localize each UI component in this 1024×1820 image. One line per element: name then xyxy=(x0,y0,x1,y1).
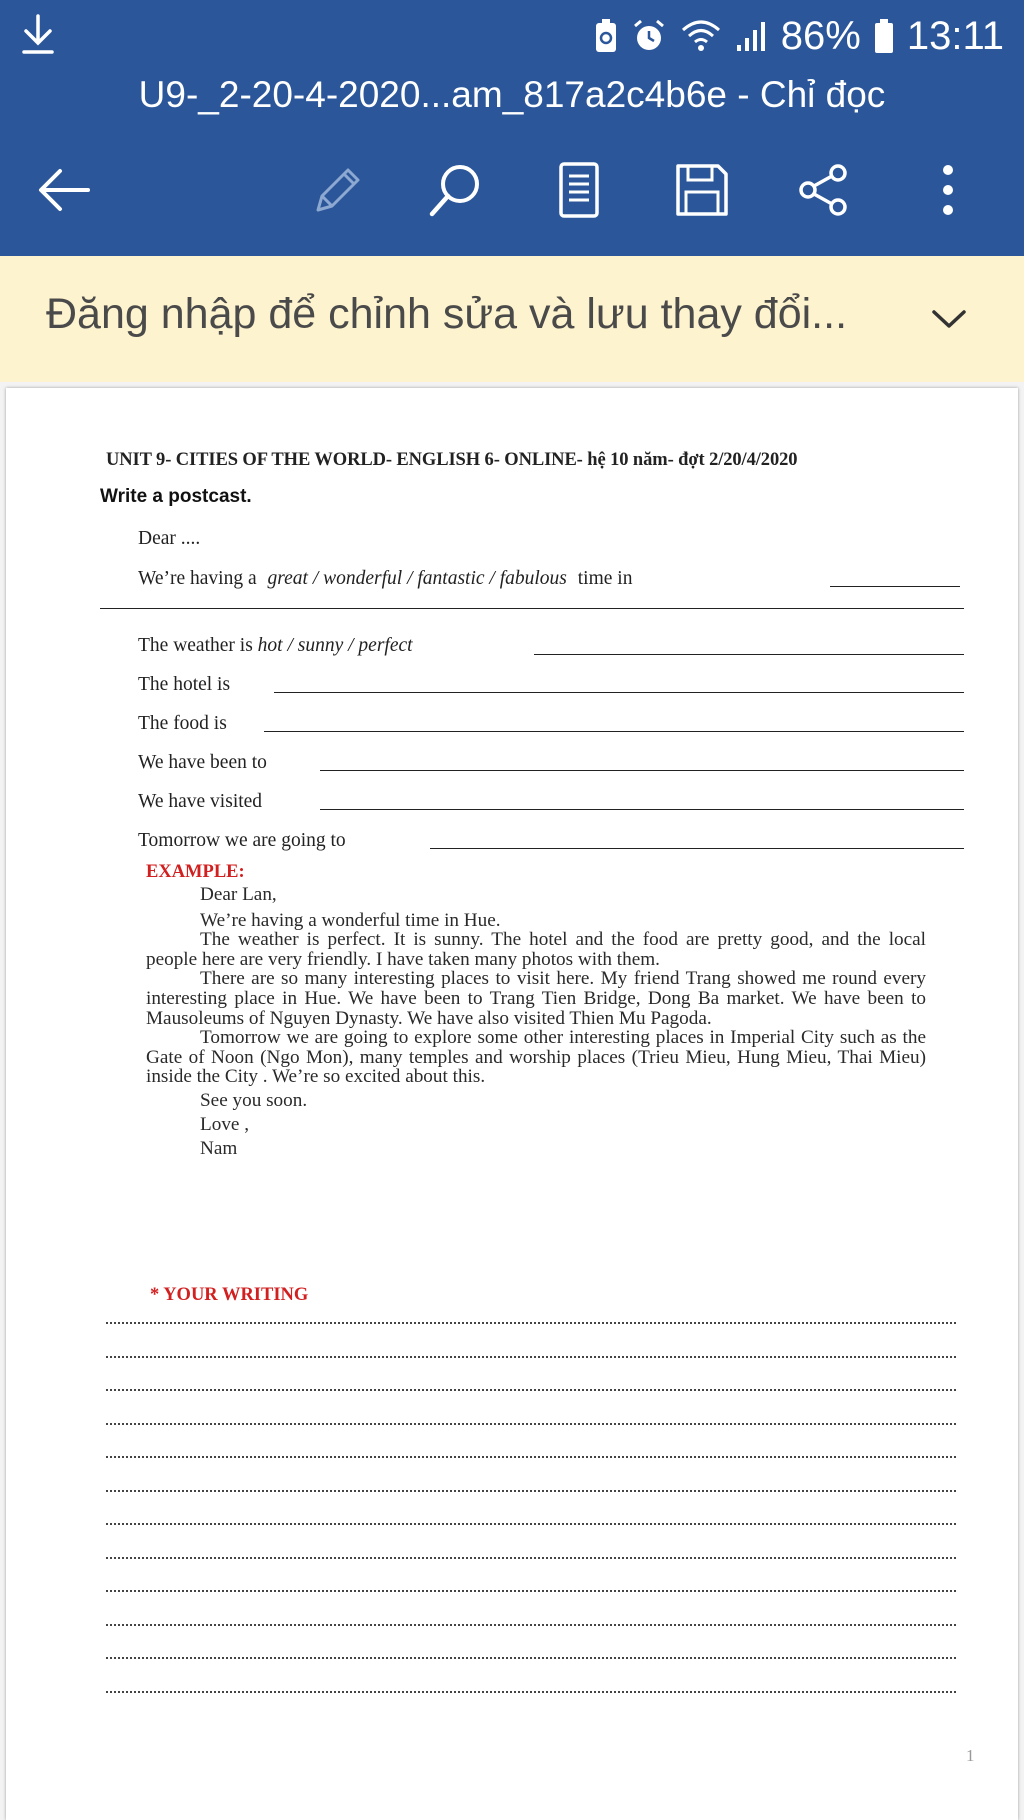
expand-banner-button[interactable] xyxy=(922,292,976,346)
battery-icon xyxy=(873,17,895,55)
signal-icon xyxy=(735,19,769,53)
template-weather-line xyxy=(138,635,413,657)
blank-line xyxy=(264,731,964,732)
example-letter xyxy=(146,885,926,1161)
share-icon xyxy=(796,162,852,218)
status-bar xyxy=(593,8,1004,64)
your-writing-label: * YOUR WRITING xyxy=(150,1285,309,1305)
sign-in-message: Đăng nhập để chỉnh sửa và lưu thay đổi... xyxy=(46,290,848,338)
blank-line xyxy=(534,654,964,655)
template-having-prefix: We’re having a xyxy=(138,568,257,589)
reading-view-button[interactable] xyxy=(539,150,619,230)
dotted-line xyxy=(106,1389,956,1391)
blank-line xyxy=(430,848,964,849)
template-having-options: great / wonderful / fantastic / fabulous xyxy=(267,568,567,589)
document-page xyxy=(6,388,1018,1820)
template-tomorrow: Tomorrow we are going to xyxy=(138,830,346,851)
back-button[interactable] xyxy=(24,150,104,230)
document-heading: UNIT 9- CITIES OF THE WORLD- ENGLISH 6- ONLINE- hệ 10 năm- đợt 2/20/4/2020 xyxy=(106,450,798,470)
example-label: EXAMPLE: xyxy=(146,862,245,882)
page-number: 1 xyxy=(966,1746,975,1765)
template-visited: We have visited xyxy=(138,791,263,812)
example-signature: Nam xyxy=(200,1137,238,1159)
alarm-icon xyxy=(631,18,667,54)
example-paragraph: We’re having a wonderful time in Hue. xyxy=(200,909,501,931)
document-viewer[interactable] xyxy=(0,382,1024,1820)
template-having-line xyxy=(138,568,632,590)
template-having-suffix: time in xyxy=(577,568,633,589)
dotted-line xyxy=(106,1456,956,1458)
template-weather-options: hot / sunny / perfect xyxy=(257,635,413,656)
dotted-line xyxy=(106,1356,956,1358)
example-see-you: See you soon. xyxy=(200,1089,308,1111)
back-icon xyxy=(36,165,92,215)
toolbar xyxy=(0,150,1024,230)
share-button[interactable] xyxy=(784,150,864,230)
blank-line xyxy=(100,608,964,609)
app-bar xyxy=(0,0,1024,256)
more-options-button[interactable] xyxy=(908,150,988,230)
dotted-line xyxy=(106,1657,956,1659)
template-food: The food is xyxy=(138,713,227,734)
document-subheading: Write a postcast. xyxy=(100,486,252,507)
dotted-line xyxy=(106,1624,956,1626)
edit-icon xyxy=(308,162,364,218)
search-icon xyxy=(426,160,486,220)
example-love: Love , xyxy=(200,1113,250,1135)
template-weather-prefix: The weather is xyxy=(138,635,253,656)
dotted-line xyxy=(106,1557,956,1559)
document-title: U9-_2-20-4-2020...am_817a2c4b6e - Chỉ đọc xyxy=(138,74,886,115)
dotted-line xyxy=(106,1423,956,1425)
battery-percent: 86% xyxy=(780,13,861,58)
clock: 13:11 xyxy=(906,13,1004,58)
dotted-line xyxy=(106,1590,956,1592)
template-dear: Dear .... xyxy=(138,528,201,549)
blank-line xyxy=(320,809,964,810)
dotted-line xyxy=(106,1490,956,1492)
example-paragraph: There are so many interesting places to visit here. My friend Trang showed me round every interesting place in Hue. We have been to Trang Tien Bridge, Dong Ba market. We have been to Mausoleums of Nguyen Dynasty. We have also visited Thien Mu Pagoda. xyxy=(146,968,926,1029)
download-icon xyxy=(18,12,58,58)
template-hotel: The hotel is xyxy=(138,674,231,695)
example-paragraph: Tomorrow we are going to explore some other interesting places in Imperial City such as the Gate of Noon (Ngo Mon), many temples and worship places (Trieu Mieu, Hung Mieu, Thai Mieu) inside the City . We’re so excited about this. xyxy=(146,1027,926,1088)
blank-line xyxy=(274,692,964,693)
dotted-line xyxy=(106,1322,956,1324)
blank-line xyxy=(830,586,960,587)
edit-button[interactable] xyxy=(296,150,376,230)
sign-in-banner[interactable] xyxy=(0,256,1024,383)
dotted-line xyxy=(106,1691,956,1693)
search-button[interactable] xyxy=(416,150,496,230)
save-icon xyxy=(674,162,730,218)
example-paragraph: The weather is perfect. It is sunny. The hotel and the food are pretty good, and the local people here are very friendly. I have taken many photos with them. xyxy=(146,929,926,970)
save-button[interactable] xyxy=(662,150,742,230)
template-been-to: We have been to xyxy=(138,752,267,773)
blank-line xyxy=(320,770,964,771)
battery-saver-icon xyxy=(593,18,619,54)
example-greeting: Dear Lan, xyxy=(200,884,277,905)
chevron-down-icon xyxy=(931,307,967,331)
reading-view-icon xyxy=(557,161,601,219)
dotted-line xyxy=(106,1523,956,1525)
more-icon xyxy=(938,162,958,218)
wifi-icon xyxy=(679,18,723,54)
